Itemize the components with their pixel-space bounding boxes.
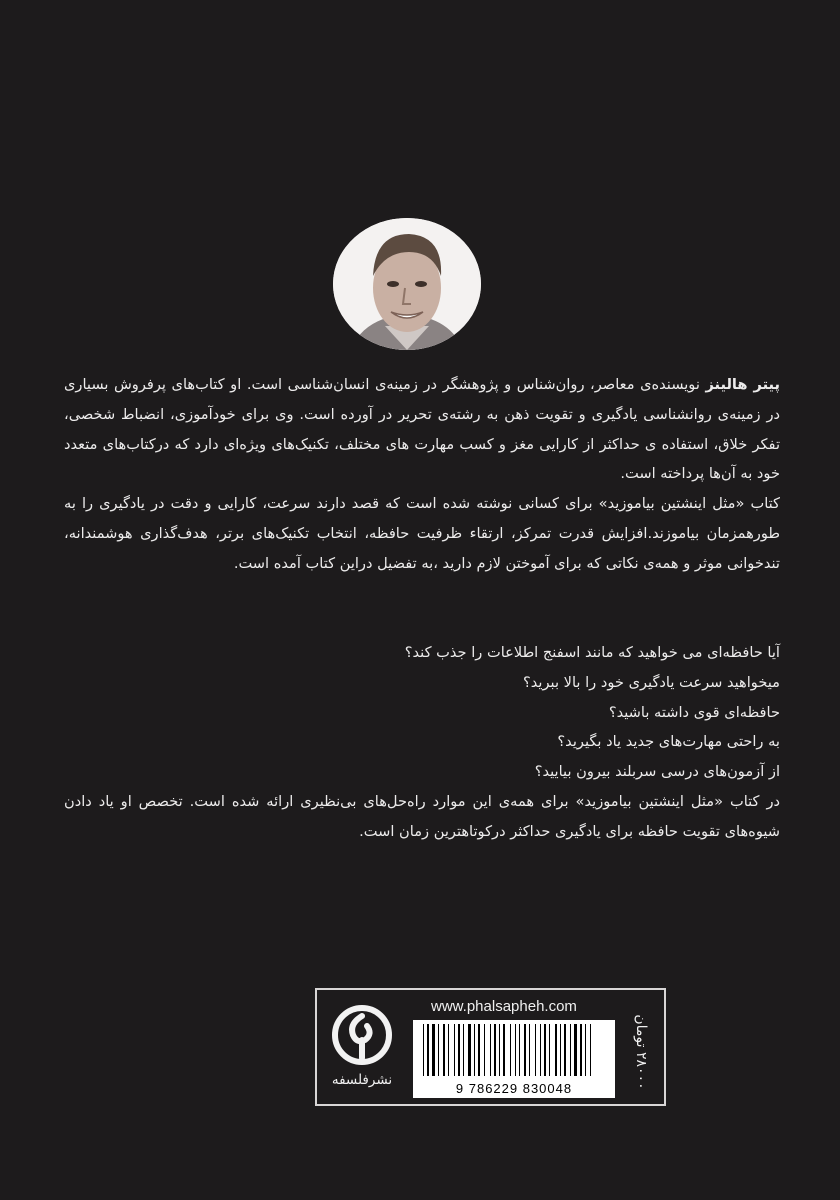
author-intro: نویسنده‌ی معاصر، روان‌شناس و پژوهشگر در زمینه‌ی انسان‌شناسی است. او کتاب‌های پرفروش بسیاری در زمینه‌ی روانشناسی یادگیری و تقویت ذهن به رشته‌ی تحریر در آورده است. وی برای خودآموزی، انضباط شخصی، تفکر خلاق، استفاده ی حداکثر از کارایی مغز و کسب مهارت های مختلف، تکنیک‌های ویژه‌ای دارد که درکتاب‌های متعدد خود به آن‌ها پرداخته است. <box>64 376 780 483</box>
barcode-bar <box>463 1024 464 1076</box>
barcode-digits: 9 786229 830048 <box>455 1081 573 1096</box>
author-bio-section <box>64 370 780 579</box>
author-portrait <box>333 218 481 350</box>
barcode-bar <box>535 1024 536 1076</box>
book-intro: کتاب «مثل اینشتین بیاموزید» برای کسانی نوشته شده است که قصد دارند سرعت، کارایی و دقت در یادگیری را به طورهمزمان بیاموزند.افزایش قدرت تمرکز، ارتقاء ظرفیت حافظه، انتخاب تکنیک‌های برتر، هدف‌گذاری هوشمندانه، تندخوانی موثر و همه‌ی نکاتی که برای آموختن لازم دارید ،به تفضیل دراین کتاب آمده است. <box>64 495 780 572</box>
question-line: به راحتی مهارت‌های جدید یاد بگیرید؟ <box>557 733 780 751</box>
barcode-bar <box>580 1024 582 1076</box>
barcode-bar <box>519 1024 520 1076</box>
barcode-bar <box>458 1024 460 1076</box>
publisher-url: www.phalsapheh.com <box>431 998 577 1015</box>
publisher-info-box <box>315 988 666 1106</box>
barcode-bar <box>510 1024 511 1076</box>
price-label <box>621 1004 661 1100</box>
barcode-bar <box>448 1024 449 1076</box>
barcode-bar <box>585 1024 586 1076</box>
questions-section <box>64 638 780 847</box>
barcode-bar <box>478 1024 480 1076</box>
question-line: حافظه‌ای قوی داشته باشید؟ <box>608 703 780 721</box>
author-name: پیتر هالینز <box>705 376 780 393</box>
price-text: ۲۸۰۰۰ تومان <box>633 1014 649 1090</box>
barcode-bar <box>468 1024 471 1076</box>
question-line: آیا حافظه‌ای می خواهید که مانند اسفنج اطلاعات را جذب کند؟ <box>404 644 780 661</box>
barcode-bar <box>590 1024 591 1076</box>
barcode-bar <box>515 1024 516 1076</box>
barcode-bar <box>570 1024 571 1076</box>
isbn-barcode <box>413 1020 615 1098</box>
barcode-bar <box>484 1024 485 1076</box>
barcode-bar <box>423 1024 424 1076</box>
barcode-bar <box>432 1024 435 1076</box>
barcode-bar <box>549 1024 550 1076</box>
barcode-bar <box>499 1024 500 1076</box>
barcode-bar <box>564 1024 566 1076</box>
barcode-bar <box>494 1024 496 1076</box>
phalsapheh-logo-icon <box>331 1004 393 1070</box>
question-line: میخواهید سرعت یادگیری خود را بالا ببرید؟ <box>523 673 780 691</box>
barcode-bar <box>503 1024 505 1076</box>
closing-paragraph: در کتاب «مثل اینشتین بیاموزید» برای همه‌ی این موارد راه‌حل‌های بی‌نظیری ارائه شده است. تخصص او یاد دادن شیوه‌های تقویت حافظه برای یادگیری حداکثر درکوتاهترین زمان است. <box>64 792 780 840</box>
barcode-bar <box>474 1024 475 1076</box>
barcode-bar <box>555 1024 557 1076</box>
barcode-bar <box>524 1024 526 1076</box>
question-line: از آزمون‌های درسی سربلند بیرون بیایید؟ <box>534 763 780 781</box>
barcode-bar <box>427 1024 429 1076</box>
barcode-bar <box>529 1024 530 1076</box>
author-bio <box>64 370 780 489</box>
barcode-bar <box>544 1024 546 1076</box>
barcode-bar <box>540 1024 541 1076</box>
barcode-bar <box>560 1024 561 1076</box>
barcode-bar <box>443 1024 445 1076</box>
barcode-bar <box>574 1024 577 1076</box>
barcode-bar <box>490 1024 491 1076</box>
barcode-bar <box>454 1024 455 1076</box>
publisher-name: نشرفلسفه <box>331 1072 393 1088</box>
barcode-bar <box>438 1024 439 1076</box>
